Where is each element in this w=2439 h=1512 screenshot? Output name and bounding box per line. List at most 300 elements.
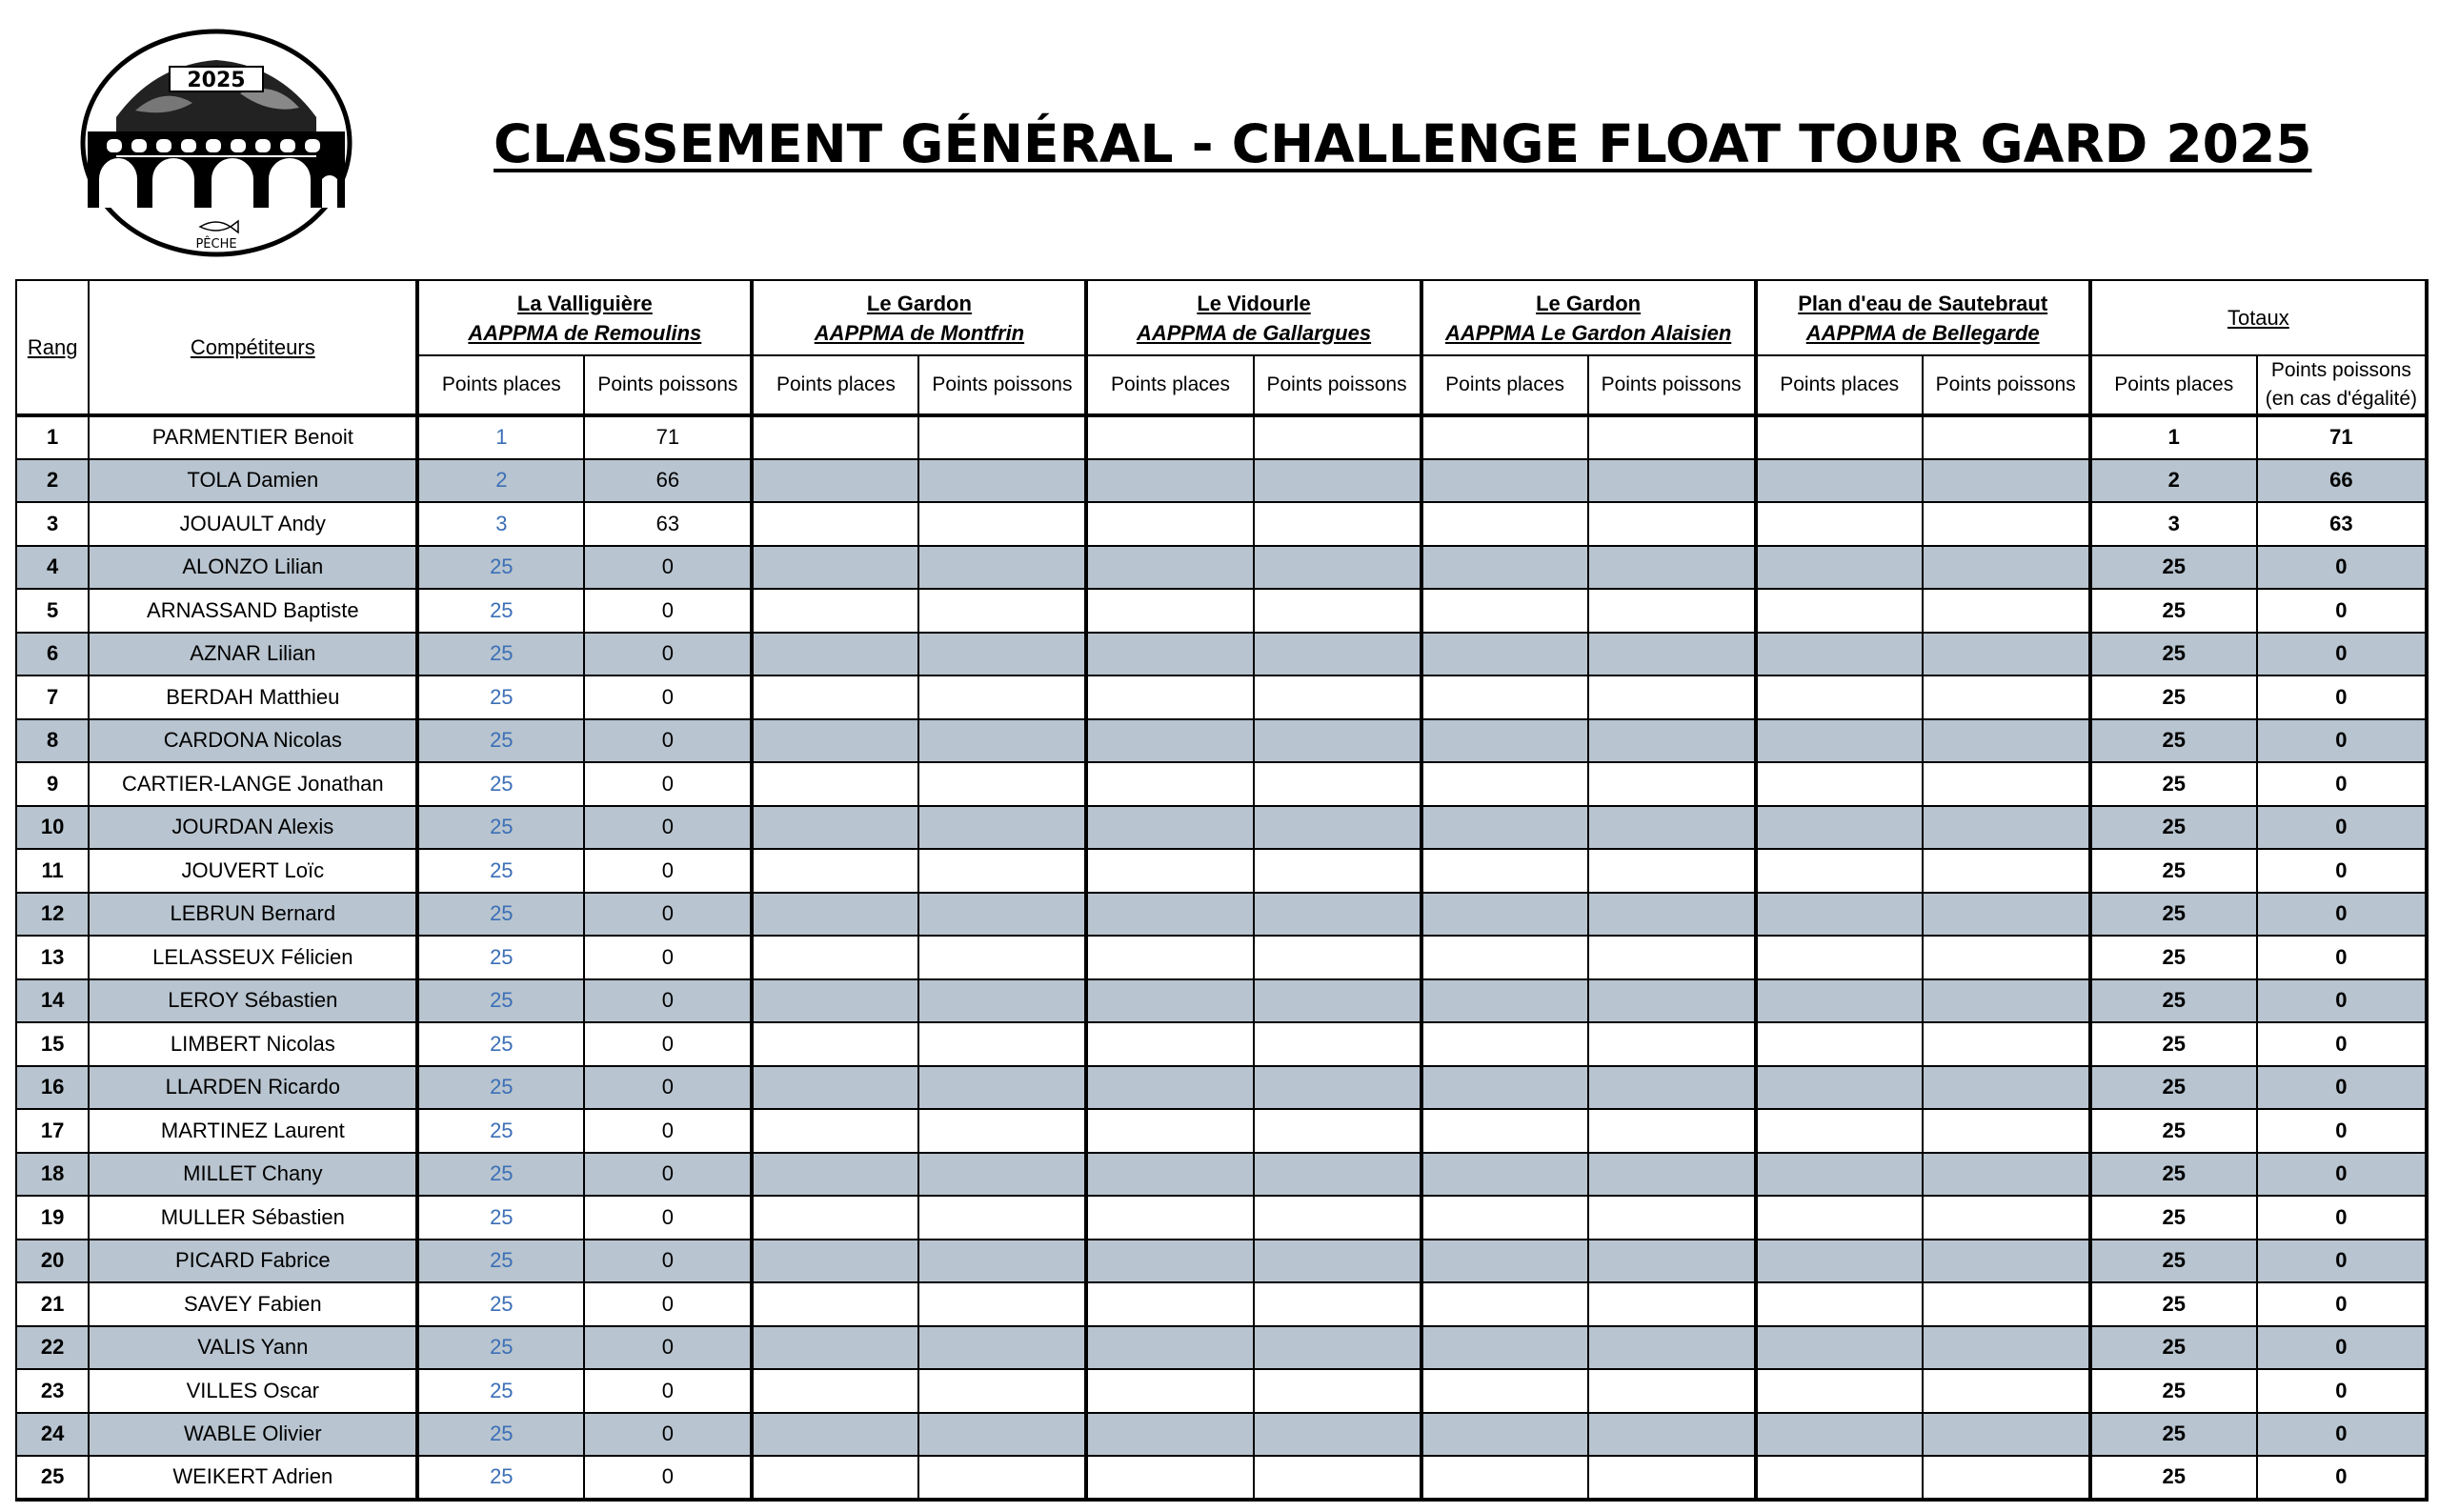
venue5-points-poissons [1923,979,2090,1023]
venue4-points-poissons [1588,1066,1756,1110]
venue3-points-poissons [1254,1022,1421,1066]
venue2-points-places [752,1066,918,1110]
total-points-places: 25 [2090,589,2257,633]
venue4-points-poissons [1588,502,1756,546]
venue1-points-poissons: 0 [584,546,752,590]
venue2-points-places [752,1240,918,1283]
venue4-points-places [1421,502,1588,546]
competitor-name: JOURDAN Alexis [89,806,417,850]
venue5-points-poissons [1923,415,2090,459]
venue5-points-places [1756,459,1923,503]
venue-name: Plan d'eau de Sautebraut [1798,291,2048,315]
competitor-name: MILLET Chany [89,1153,417,1197]
venue5-points-poissons [1923,762,2090,806]
venue1-points-poissons: 0 [584,1066,752,1110]
venue2-points-places [752,589,918,633]
venue1-points-poissons: 0 [584,979,752,1023]
venue3-points-places [1086,1326,1253,1370]
rang-cell: 22 [16,1326,89,1370]
venue4-points-poissons [1588,1109,1756,1153]
venue4-points-places [1421,849,1588,893]
venue3-points-poissons [1254,1369,1421,1413]
venue3-points-poissons [1254,1153,1421,1197]
venue3-points-places [1086,806,1253,850]
header-points-poissons: Points poissons [1254,355,1421,415]
total-points-poissons: 0 [2257,806,2427,850]
venue2-points-places [752,1326,918,1370]
competitor-name: JOUVERT Loïc [89,849,417,893]
venue-name: Le Vidourle [1197,291,1311,315]
venue4-points-poissons [1588,1326,1756,1370]
venue1-points-places: 25 [417,1153,584,1197]
venue2-points-poissons [918,1109,1086,1153]
header-rang: Rang [16,280,89,415]
rang-cell: 4 [16,546,89,590]
venue4-points-places [1421,633,1588,676]
venue1-points-places: 25 [417,1066,584,1110]
venue3-points-places [1086,1109,1253,1153]
table-row [16,719,2427,763]
venue1-points-poissons: 0 [584,675,752,719]
venue3-points-poissons [1254,415,1421,459]
venue4-points-places [1421,675,1588,719]
venue3-points-places [1086,1413,1253,1457]
venue1-points-places: 25 [417,1413,584,1457]
rang-cell: 1 [16,415,89,459]
venue1-points-poissons: 0 [584,1413,752,1457]
venue4-points-places [1421,806,1588,850]
venue1-points-places: 25 [417,936,584,979]
rang-cell: 15 [16,1022,89,1066]
venue1-points-places: 25 [417,719,584,763]
venue4-points-places [1421,893,1588,937]
total-points-poissons: 0 [2257,1456,2427,1500]
venue-name: Le Gardon [1536,291,1642,315]
competitor-name: ALONZO Lilian [89,546,417,590]
venue3-points-poissons [1254,675,1421,719]
total-points-places: 25 [2090,1369,2257,1413]
competitor-name: LEROY Sébastien [89,979,417,1023]
rang-cell: 25 [16,1456,89,1500]
rang-cell: 16 [16,1066,89,1110]
venue4-points-poissons [1588,719,1756,763]
venue2-points-places [752,849,918,893]
venue4-points-poissons [1588,1456,1756,1500]
venue4-points-places [1421,936,1588,979]
venue2-points-places [752,762,918,806]
venue5-points-places [1756,1022,1923,1066]
logo-year: 2025 [187,69,246,92]
venue3-points-poissons [1254,1326,1421,1370]
venue4-points-places [1421,1240,1588,1283]
venue5-points-places [1756,1456,1923,1500]
table-row [16,502,2427,546]
venue5-points-places [1756,633,1923,676]
venue4-points-poissons [1588,1196,1756,1240]
venue3-points-places [1086,589,1253,633]
venue4-points-places [1421,1456,1588,1500]
competitor-name: BERDAH Matthieu [89,675,417,719]
venue1-points-places: 25 [417,849,584,893]
competitor-name: CARDONA Nicolas [89,719,417,763]
venue2-points-places [752,675,918,719]
venue4-points-places [1421,979,1588,1023]
rang-cell: 17 [16,1109,89,1153]
venue1-points-places: 25 [417,546,584,590]
venue3-points-poissons [1254,1109,1421,1153]
competitor-name: LLARDEN Ricardo [89,1066,417,1110]
venue2-points-poissons [918,546,1086,590]
venue1-points-poissons: 0 [584,1456,752,1500]
venue4-points-places [1421,719,1588,763]
total-points-places: 25 [2090,762,2257,806]
header-venue-5 [1756,280,2090,355]
venue1-points-poissons: 0 [584,1109,752,1153]
venue2-points-poissons [918,979,1086,1023]
venue1-points-places: 25 [417,1326,584,1370]
header-points-places: Points places [417,355,584,415]
venue1-points-poissons: 0 [584,1153,752,1197]
rang-cell: 6 [16,633,89,676]
header-points-places: Points places [752,355,918,415]
venue5-points-places [1756,589,1923,633]
total-points-poissons: 0 [2257,762,2427,806]
venue3-points-places [1086,1369,1253,1413]
venue2-points-poissons [918,849,1086,893]
header-points-places: Points places [1421,355,1588,415]
total-points-poissons: 0 [2257,589,2427,633]
venue3-points-places [1086,459,1253,503]
venue5-points-poissons [1923,806,2090,850]
total-points-places: 25 [2090,1153,2257,1197]
venue4-points-poissons [1588,459,1756,503]
venue3-points-poissons [1254,1196,1421,1240]
venue5-points-poissons [1923,893,2090,937]
rang-cell: 5 [16,589,89,633]
venue1-points-poissons: 0 [584,936,752,979]
venue1-points-poissons: 0 [584,893,752,937]
venue1-points-poissons: 0 [584,806,752,850]
venue1-points-poissons: 0 [584,1240,752,1283]
rang-cell: 12 [16,893,89,937]
venue5-points-places [1756,1109,1923,1153]
venue2-points-places [752,415,918,459]
venue5-points-places [1756,675,1923,719]
header-total-points-places: Points places [2090,355,2257,415]
venue3-points-places [1086,1022,1253,1066]
venue3-points-poissons [1254,1240,1421,1283]
total-points-poissons: 0 [2257,1109,2427,1153]
venue2-points-places [752,1456,918,1500]
rang-cell: 20 [16,1240,89,1283]
competitor-name: ARNASSAND Baptiste [89,589,417,633]
total-points-places: 25 [2090,936,2257,979]
total-points-poissons: 0 [2257,675,2427,719]
venue2-points-poissons [918,675,1086,719]
competitor-name: LEBRUN Bernard [89,893,417,937]
table-row [16,1066,2427,1110]
rang-cell: 19 [16,1196,89,1240]
competitor-name: WABLE Olivier [89,1413,417,1457]
table-row [16,806,2427,850]
rang-cell: 21 [16,1282,89,1326]
header-points-poissons: Points poissons [1588,355,1756,415]
venue2-points-places [752,719,918,763]
venue5-points-places [1756,1153,1923,1197]
venue5-points-poissons [1923,1456,2090,1500]
venue2-points-places [752,1109,918,1153]
venue5-points-places [1756,1240,1923,1283]
total-points-places: 25 [2090,1022,2257,1066]
venue3-points-poissons [1254,806,1421,850]
competitor-name: VILLES Oscar [89,1369,417,1413]
total-points-places: 2 [2090,459,2257,503]
venue4-points-poissons [1588,546,1756,590]
total-points-places: 25 [2090,1196,2257,1240]
venue3-points-poissons [1254,1282,1421,1326]
table-row [16,589,2427,633]
venue2-points-poissons [918,762,1086,806]
venue1-points-places: 25 [417,1196,584,1240]
venue2-points-poissons [918,589,1086,633]
competitor-name: LELASSEUX Félicien [89,936,417,979]
venue4-points-places [1421,1153,1588,1197]
venue4-points-poissons [1588,1369,1756,1413]
header-points-places: Points places [1086,355,1253,415]
venue2-points-poissons [918,1153,1086,1197]
table-row [16,1413,2427,1457]
table-row [16,936,2427,979]
total-points-places: 25 [2090,675,2257,719]
venue3-points-places [1086,1456,1253,1500]
total-points-places: 25 [2090,1066,2257,1110]
total-points-places: 25 [2090,1326,2257,1370]
total-points-poissons: 0 [2257,1022,2427,1066]
venue1-points-places: 25 [417,589,584,633]
venue4-points-poissons [1588,589,1756,633]
venue5-points-places [1756,1066,1923,1110]
venue3-points-places [1086,415,1253,459]
venue4-points-poissons [1588,633,1756,676]
venue3-points-places [1086,936,1253,979]
venue5-points-places [1756,849,1923,893]
venue3-points-poissons [1254,459,1421,503]
rang-cell: 2 [16,459,89,503]
venue4-points-places [1421,1196,1588,1240]
venue2-points-places [752,1196,918,1240]
venue2-points-poissons [918,1196,1086,1240]
competitor-name: PICARD Fabrice [89,1240,417,1283]
venue2-points-poissons [918,893,1086,937]
competitor-name: LIMBERT Nicolas [89,1022,417,1066]
table-row [16,633,2427,676]
competitor-name: MULLER Sébastien [89,1196,417,1240]
venue3-points-poissons [1254,849,1421,893]
venue2-points-places [752,979,918,1023]
table-row [16,849,2427,893]
total-points-poissons: 0 [2257,1282,2427,1326]
rang-cell: 9 [16,762,89,806]
venue1-points-poissons: 0 [584,1326,752,1370]
venue2-points-poissons [918,1413,1086,1457]
ranking-rows [16,415,2427,1500]
table-row [16,1326,2427,1370]
total-points-places: 25 [2090,806,2257,850]
venue1-points-poissons: 0 [584,849,752,893]
venue1-points-places: 25 [417,979,584,1023]
venue5-points-poissons [1923,1413,2090,1457]
venue5-points-places [1756,1282,1923,1326]
venue4-points-poissons [1588,675,1756,719]
venue3-points-poissons [1254,546,1421,590]
venue3-points-poissons [1254,719,1421,763]
rang-cell: 3 [16,502,89,546]
venue1-points-places: 1 [417,415,584,459]
total-points-poissons: 0 [2257,1196,2427,1240]
venue4-points-places [1421,1326,1588,1370]
total-points-poissons: 71 [2257,415,2427,459]
venue2-points-poissons [918,1282,1086,1326]
venue2-points-places [752,1369,918,1413]
total-points-places: 25 [2090,893,2257,937]
header-venue-4 [1421,280,1756,355]
venue2-points-poissons [918,1022,1086,1066]
header-competiteurs: Compétiteurs [89,280,417,415]
header-tie-note: (en cas d'égalité) [2265,388,2418,410]
header-totaux: Totaux [2090,280,2427,355]
competitor-name: JOUAULT Andy [89,502,417,546]
competitor-name: AZNAR Lilian [89,633,417,676]
venue4-points-places [1421,1413,1588,1457]
venue3-points-poissons [1254,633,1421,676]
venue1-points-poissons: 0 [584,589,752,633]
venue1-points-places: 25 [417,1022,584,1066]
venue5-points-poissons [1923,1282,2090,1326]
total-points-poissons: 66 [2257,459,2427,503]
venue1-points-poissons: 71 [584,415,752,459]
venue2-points-poissons [918,415,1086,459]
venue2-points-poissons [918,1066,1086,1110]
rang-cell: 7 [16,675,89,719]
venue4-points-places [1421,1282,1588,1326]
venue5-points-places [1756,1369,1923,1413]
rang-cell: 18 [16,1153,89,1197]
venue4-points-poissons [1588,936,1756,979]
venue1-points-places: 25 [417,633,584,676]
venue5-points-poissons [1923,1240,2090,1283]
venue4-points-places [1421,459,1588,503]
venue1-points-places: 25 [417,893,584,937]
header-total-poissons-label: Points poissons [2270,359,2411,381]
table-row [16,1196,2427,1240]
table-row [16,1109,2427,1153]
venue3-points-places [1086,849,1253,893]
ranking-table [15,279,2429,1502]
venue5-points-poissons [1923,1109,2090,1153]
venue5-points-poissons [1923,936,2090,979]
total-points-places: 25 [2090,1282,2257,1326]
venue2-points-places [752,546,918,590]
venue3-points-places [1086,762,1253,806]
venue5-points-places [1756,719,1923,763]
venue5-points-poissons [1923,633,2090,676]
venue5-points-poissons [1923,1196,2090,1240]
total-points-places: 25 [2090,1240,2257,1283]
venue5-points-poissons [1923,1326,2090,1370]
total-points-places: 25 [2090,1109,2257,1153]
table-row [16,1022,2427,1066]
venue4-points-places [1421,1066,1588,1110]
venue2-points-poissons [918,502,1086,546]
venue4-points-poissons [1588,762,1756,806]
venue-name: Le Gardon [866,291,972,315]
total-points-places: 25 [2090,849,2257,893]
venue2-points-places [752,1282,918,1326]
table-row [16,546,2427,590]
venue5-points-places [1756,546,1923,590]
venue1-points-places: 25 [417,1240,584,1283]
venue5-points-poissons [1923,459,2090,503]
venue2-points-places [752,936,918,979]
venue4-points-poissons [1588,893,1756,937]
venue3-points-places [1086,1066,1253,1110]
header-venue-2 [752,280,1086,355]
venue-club: AAPPMA de Remoulins [468,320,702,345]
total-points-poissons: 0 [2257,1240,2427,1283]
venue3-points-places [1086,675,1253,719]
venue2-points-poissons [918,936,1086,979]
venue3-points-poissons [1254,1456,1421,1500]
venue2-points-places [752,893,918,937]
table-row [16,1282,2427,1326]
header-points-places: Points places [1756,355,1923,415]
venue2-points-places [752,1022,918,1066]
table-row [16,1456,2427,1500]
venue2-points-poissons [918,806,1086,850]
total-points-poissons: 0 [2257,1153,2427,1197]
table-row [16,675,2427,719]
venue2-points-poissons [918,459,1086,503]
competitor-name: VALIS Yann [89,1326,417,1370]
total-points-poissons: 0 [2257,1369,2427,1413]
total-points-poissons: 0 [2257,633,2427,676]
venue5-points-poissons [1923,1369,2090,1413]
table-row [16,415,2427,459]
venue5-points-poissons [1923,1066,2090,1110]
header-total-points-poissons [2257,355,2427,415]
venue2-points-poissons [918,1240,1086,1283]
venue-club: AAPPMA de Gallargues [1136,320,1372,345]
venue2-points-poissons [918,633,1086,676]
venue4-points-poissons [1588,1022,1756,1066]
venue5-points-places [1756,502,1923,546]
venue-club: AAPPMA Le Gardon Alaisien [1444,320,1732,345]
venue1-points-places: 25 [417,1109,584,1153]
venue1-points-places: 25 [417,1456,584,1500]
competitor-name: SAVEY Fabien [89,1282,417,1326]
venue5-points-places [1756,936,1923,979]
total-points-poissons: 0 [2257,719,2427,763]
venue4-points-poissons [1588,1413,1756,1457]
venue5-points-poissons [1923,849,2090,893]
total-points-poissons: 0 [2257,1326,2427,1370]
total-points-places: 25 [2090,546,2257,590]
total-points-poissons: 0 [2257,546,2427,590]
venue2-points-poissons [918,1456,1086,1500]
venue3-points-poissons [1254,979,1421,1023]
venue4-points-poissons [1588,979,1756,1023]
total-points-places: 25 [2090,1413,2257,1457]
